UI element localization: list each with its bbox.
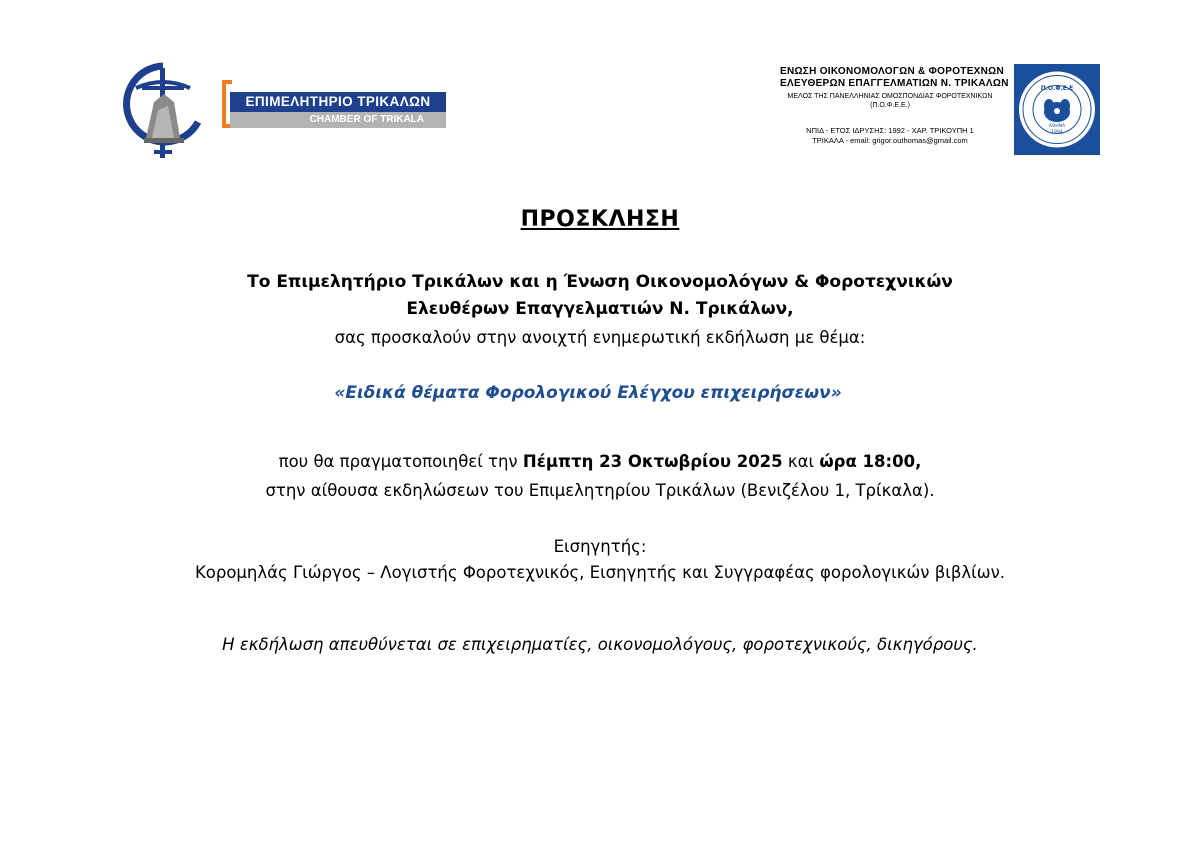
event-topic: «Ειδικά θέματα Φορολογικού Ελέγχου επιχειρήσεων» [334, 383, 842, 403]
union-founding-address: ΝΠΙΔ - ΕΤΟΣ ΙΔΡΥΣΗΣ: 1992 - ΧΑΡ. ΤΡΙΚΟΥΠΗ 1 [806, 126, 974, 135]
union-name-line-1: ΕΝΩΣΗ ΟΙΚΟΝΟΜΟΛΟΓΩΝ & ΦΟΡΟΤΕΧΝΩΝ [780, 66, 1004, 77]
event-datetime [0, 452, 1200, 471]
chamber-emblem-icon [118, 58, 208, 162]
event-venue: στην αίθουσα εκδηλώσεων του Επιμελητηρίου Τρικάλων (Βενιζέλου 1, Τρίκαλα). [265, 481, 935, 500]
chamber-name-english: CHAMBER OF TRIKALA [230, 112, 446, 128]
chamber-name-greek: ΕΠΙΜΕΛΗΤΗΡΙΟ ΤΡΙΚΑΛΩΝ [230, 92, 446, 112]
invitation-title: ΠΡΟΣΚΛΗΣΗ [520, 207, 680, 232]
union-letterhead [780, 66, 1009, 146]
speaker-details: Κορομηλάς Γιώργος – Λογιστής Φοροτεχνικός, Εισηγητής και Συγγραφέας φορολογικών βιβλίων. [194, 563, 1006, 582]
seal-city: ΑΘΗΝΑ [1048, 124, 1066, 129]
organizers-line-2: Ελευθέρων Επαγγελματιών Ν. Τρικάλων, [406, 299, 794, 319]
union-federation-abbrev: (Π.Ο.Φ.Ε.Ε.) [870, 102, 910, 109]
target-audience: Η εκδήλωση απευθύνεται σε επιχειρηματίες, οικονομολόγους, φοροτεχνικούς, δικηγόρους. [222, 635, 978, 654]
datetime-prefix: που θα πραγματοποιηθεί την [278, 452, 523, 471]
seal-year: 1994 [1051, 130, 1063, 135]
event-time: ώρα 18:00, [819, 452, 922, 471]
seal-abbrev: Π.Ο.Φ.Ε.Ε [1040, 85, 1074, 92]
subject-intro: σας προσκαλούν στην ανοιχτή ενημερωτική εκδήλωση με θέμα: [334, 328, 866, 347]
organizers-line-1: Το Επιμελητήριο Τρικάλων και η Ένωση Οικονομολόγων & Φοροτεχνικών [247, 272, 953, 292]
union-membership: ΜΕΛΟΣ ΤΗΣ ΠΑΝΕΛΛΗΝΙΑΣ ΟΜΟΣΠΟΝΔΙΑΣ ΦΟΡΟΤΕΧΝΙΚΩΝ [787, 93, 993, 100]
chamber-name-banner [206, 80, 446, 126]
datetime-middle: και [782, 452, 820, 471]
pofee-seal-icon [1014, 64, 1100, 155]
union-name-line-2: ΕΛΕΥΘΕΡΩΝ ΕΠΑΓΓΕΛΜΑΤΙΩΝ Ν. ΤΡΙΚΑΛΩΝ [780, 78, 1009, 89]
speaker-label: Εισηγητής: [553, 537, 647, 556]
chamber-of-trikala-logo [118, 58, 453, 162]
event-date: Πέμπτη 23 Οκτωβρίου 2025 [522, 452, 783, 471]
union-city-email: ΤΡΙΚΑΛΑ - email: grigor.outhomas@gmail.com [812, 136, 968, 145]
